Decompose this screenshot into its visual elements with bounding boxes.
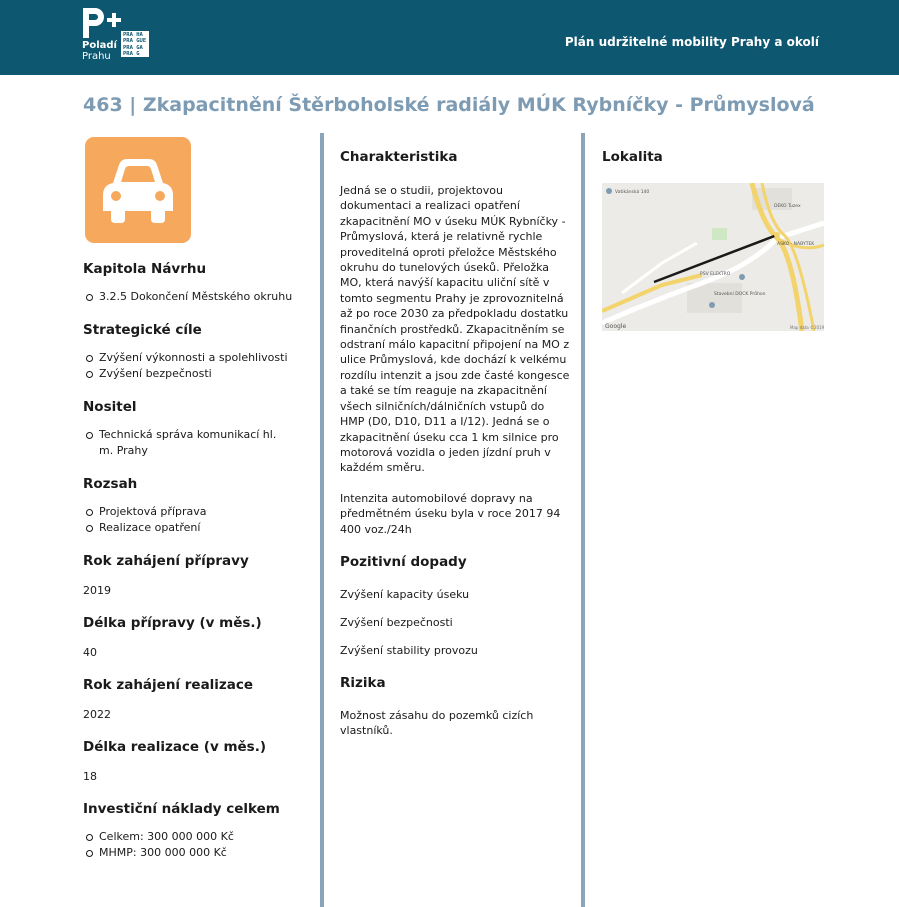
left-column — [83, 137, 308, 861]
list-item: Projektová příprava — [83, 504, 308, 520]
nositel-list — [83, 427, 308, 459]
location-map[interactable] — [602, 183, 824, 331]
list-item: 3.2.5 Dokončení Městského okruhu — [83, 289, 308, 305]
map-label: Stavební DOCK Průhon — [714, 292, 766, 297]
pozitivni-dopad-item: Zvýšení kapacity úseku — [340, 587, 470, 601]
column-divider-left — [320, 133, 324, 907]
header-bar — [0, 0, 899, 75]
column-divider-right — [581, 133, 585, 907]
middle-column — [340, 149, 570, 739]
rok-zahajeni-pripravy-heading: Rok zahájení přípravy — [83, 553, 249, 569]
list-item: Celkem: 300 000 000 Kč — [83, 829, 308, 845]
list-item: MHMP: 300 000 000 Kč — [83, 845, 308, 861]
logo-brand-line2: Prahu — [82, 51, 111, 62]
rok-zahajeni-realizace-heading: Rok zahájení realizace — [83, 677, 254, 693]
list-item: Zvýšení bezpečnosti — [83, 366, 308, 382]
map-google-label: Google — [605, 323, 627, 330]
rok-zahajeni-pripravy-value: 2019 — [83, 584, 111, 597]
strategicke-cile-list — [83, 350, 308, 382]
right-column — [602, 149, 824, 331]
map-attribution: Map data ©2019 — [790, 325, 824, 330]
pozitivni-dopad-item: Zvýšení stability provozu — [340, 643, 478, 657]
lokalita-heading: Lokalita — [602, 149, 663, 165]
pozitivni-dopady-heading: Pozitivní dopady — [340, 553, 467, 570]
kapitola-list — [83, 289, 308, 305]
map-label: ASKO - NÁBYTEK — [777, 242, 815, 247]
nositel-heading: Nositel — [83, 399, 137, 415]
rizika-heading: Rizika — [340, 674, 386, 691]
delka-pripravy-heading: Délka přípravy (v měs.) — [83, 615, 262, 631]
map-label: Vatikánská 140 — [615, 190, 650, 195]
charakteristika-paragraph: Jedná se o studii, projektovou dokumentaci a realizaci opatření zkapacitnění MO v úseku MÚK Rybníčky - Průmyslová, která je relativně rychle proveditelná oproti přeložce Městského okruhu do tunelových úseků. Přeložka MO, která navýší kapacitu uliční sítě v tomto segmentu Prahy je zprovoznitelná až po roce 2030 za předpokladu dostatku finančních prostředků. Zkapacitněním se odstraní málo kapacitní připojení na MO z ulice Průmyslová, kde dochází k velkému rozdílu intenzit a jsou zde časté kongesce a také se tím reaguje na zkapacitnění všech silničních/dálničních vstupů do HMP (D0, D10, D11 a I/12). Jedná se o zkapacitnění úseku cca 1 km silnice pro motorová vozidla o jeden jízdní pruh v každém směru. — [340, 184, 570, 475]
rok-zahajeni-realizace-value: 2022 — [83, 708, 111, 721]
page-title: 463 | Zkapacitnění Štěrboholské radiály MÚK Rybníčky - Průmyslová — [83, 94, 815, 116]
investicni-naklady-list — [83, 829, 308, 861]
rizika-text: Možnost zásahu do pozemků cizích vlastníků. — [340, 708, 534, 738]
poladi-prahu-logo-icon[interactable] — [80, 8, 124, 38]
list-item: Technická správa komunikací hl. m. Prahy — [83, 427, 293, 459]
strategicke-cile-heading: Strategické cíle — [83, 322, 202, 338]
charakteristika-heading: Charakteristika — [340, 149, 458, 165]
rozsah-list — [83, 504, 308, 536]
list-item: Realizace opatření — [83, 520, 308, 536]
kapitola-heading: Kapitola Návrhu — [83, 261, 207, 277]
map-label: PSV ELEKTRO — [700, 272, 731, 277]
delka-realizace-heading: Délka realizace (v měs.) — [83, 739, 267, 755]
rozsah-heading: Rozsah — [83, 476, 138, 492]
car-icon — [99, 155, 177, 225]
header-title: Plán udržitelné mobility Prahy a okolí — [564, 35, 819, 49]
map-graphic — [602, 183, 824, 331]
logo-brand-line1: Poladí — [82, 40, 117, 51]
list-item: Zvýšení výkonnosti a spolehlivosti — [83, 350, 308, 366]
map-label: DEKO Tuzex — [774, 204, 801, 209]
delka-pripravy-value: 40 — [83, 646, 97, 659]
charakteristika-paragraph: Intenzita automobilové dopravy na předmětném úseku byla v roce 2017 94 400 voz./24h — [340, 491, 561, 536]
investicni-naklady-heading: Investiční náklady celkem — [83, 801, 280, 817]
pozitivni-dopad-item: Zvýšení bezpečnosti — [340, 615, 453, 629]
prague-brand-logo: PRA HA PRA GUE PRA GA PRA G — [121, 31, 149, 57]
category-tile — [85, 137, 191, 243]
delka-realizace-value: 18 — [83, 770, 97, 783]
